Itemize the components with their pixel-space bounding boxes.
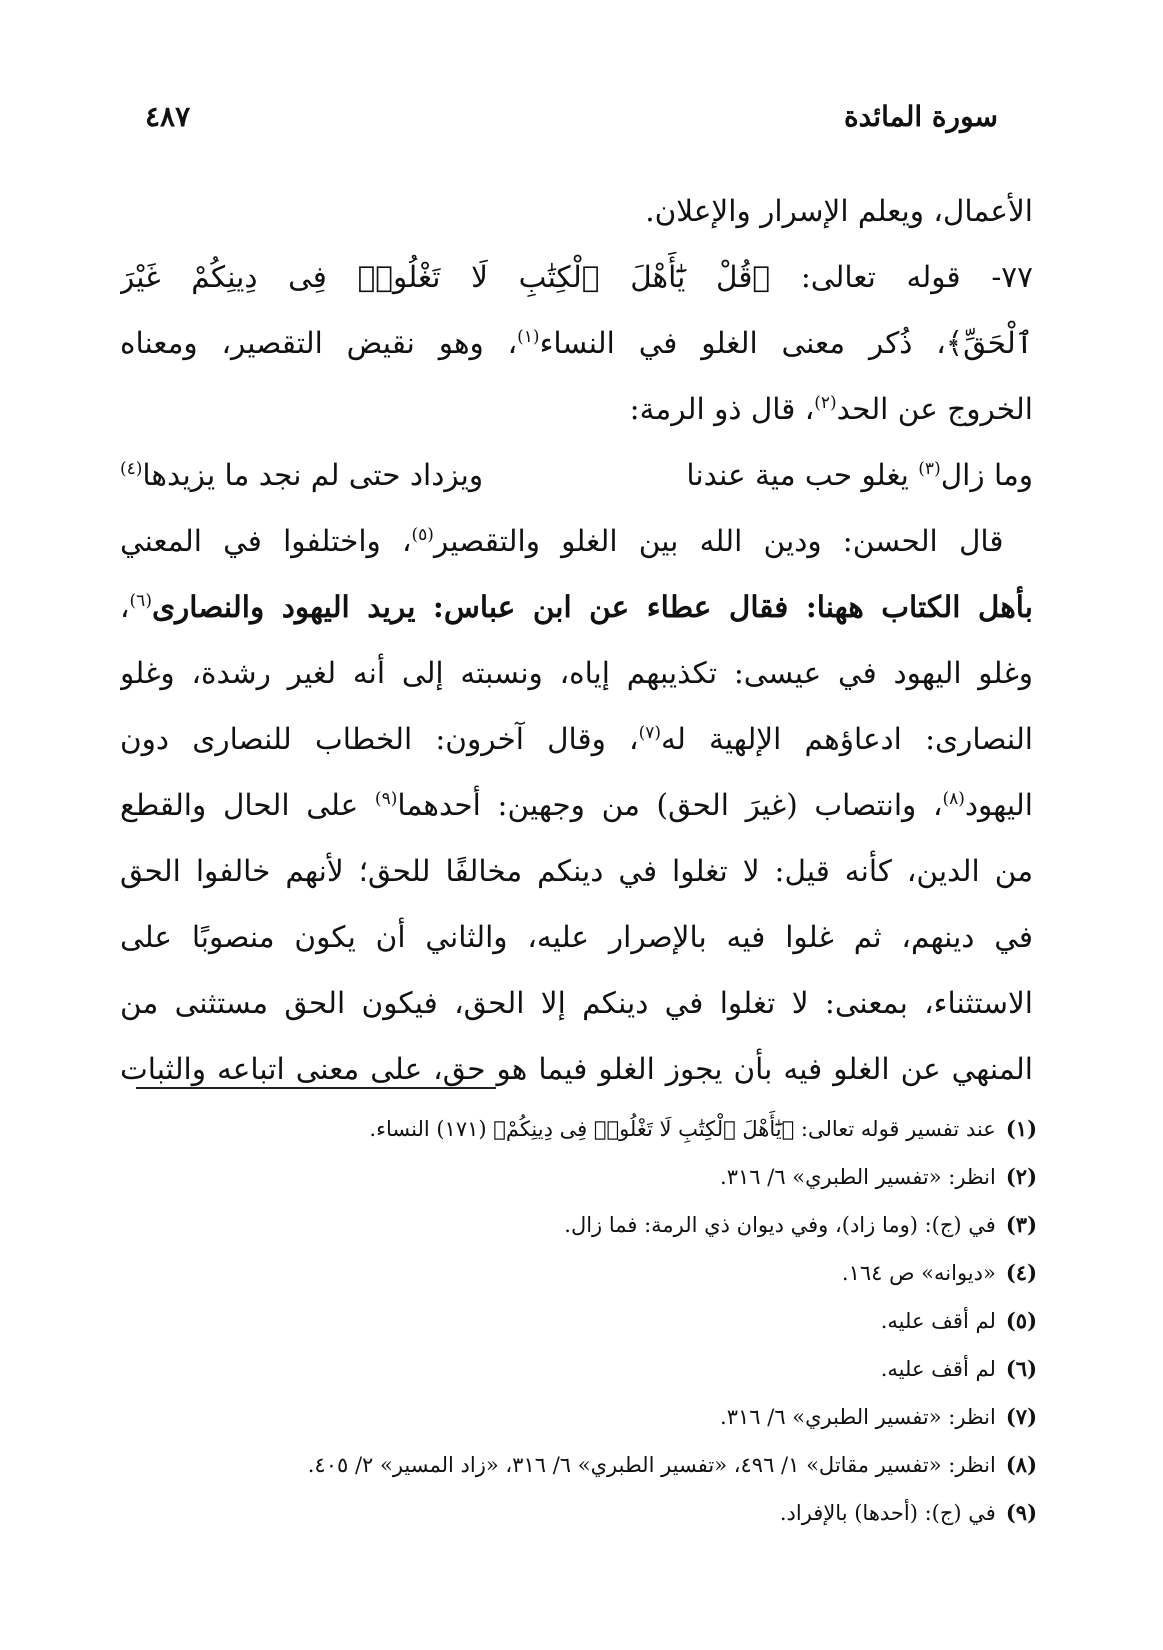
text-line: الاستثناء، بمعنى: لا تغلوا في دينكم إلا الحق، فيكون الحق مستثنى من — [120, 986, 1033, 1020]
text-line: قال الحسن: ودين الله بين الغلو والتقصير$^{(٥)}$، واختلفوا في المعني — [120, 524, 1004, 558]
footnote-ref: (٤) — [120, 459, 143, 480]
text-line: من الدين، كأنه قيل: لا تغلوا في دينكم مخالفًا للحق؛ لأنهم خالفوا الحق — [120, 854, 1033, 888]
text-line: النصارى: ادعاؤهم الإلهية له$^{(٧)}$، وقال آخرون: الخطاب للنصارى دون — [120, 722, 1033, 756]
poetry-verse — [120, 442, 1033, 508]
text-line: ٧٧- قوله تعالى: ﴿قُلْ يَٰٓأَهْلَ ٱلْكِتَٰبِ لَا تَغْلُوا۟ فِى دِينِكُمْ غَيْرَ — [120, 260, 1033, 294]
footnote-ref: (٧) — [638, 723, 662, 744]
surah-title: سورة المائدة — [843, 100, 998, 133]
page-number: ٤٨٧ — [145, 100, 191, 133]
footnote-ref: (٩) — [374, 789, 398, 810]
footnote-item: (٧)انظر: «تفسير الطبري» ٦/ ٣١٦. — [720, 1404, 1037, 1429]
text-line: بأهل الكتاب ههنا: فقال عطاء عن ابن عباس: يريد اليهود والنصارى$^{(٦)}$، — [120, 589, 1033, 624]
footnote-item: (٥)لم أقف عليه. — [880, 1308, 1037, 1333]
text-line: اليهود$^{(٨)}$، وانتصاب (غيرَ الحق) من وجهين: أحدهما$^{(٩)}$ على الحال والقطع — [120, 788, 1033, 822]
text-line: ٱلْحَقِّ﴾، ذُكر معنى الغلو في النساء$^{(١)}$، وهو نقيض التقصير، ومعناه — [120, 326, 1033, 360]
footnote-divider — [136, 1087, 496, 1089]
footnote-item: (٩)في (ج): (أحدها) بالإفراد. — [779, 1500, 1037, 1525]
footnote-item: (٣)في (ج): (وما زاد)، وفي ديوان ذي الرمة: فما زال. — [564, 1212, 1037, 1237]
footnote-ref: (٢) — [814, 393, 837, 414]
page-header — [145, 100, 998, 150]
footnote-ref: (١) — [517, 327, 540, 348]
text-line: الأعمال، ويعلم الإسرار والإعلان. — [645, 194, 1033, 228]
text-line: في دينهم، ثم غلوا فيه بالإصرار عليه، والثاني أن يكون منصوبًا على — [120, 920, 1033, 954]
footnote-ref: (٨) — [942, 789, 965, 810]
text-line: وغلو اليهود في عيسى: تكذيبهم إياه، ونسبته إلى أنه لغير رشدة، وغلو — [120, 656, 1033, 690]
text-line: الخروج عن الحد$^{(٢)}$، قال ذو الرمة: — [629, 392, 1033, 426]
footnote-item: (٤)«ديوانه» ص ١٦٤. — [841, 1260, 1037, 1285]
footnote-ref: (٥) — [411, 525, 434, 546]
main-text — [120, 178, 1033, 1102]
footnotes — [120, 1105, 1043, 1537]
footnote-item: (٢)انظر: «تفسير الطبري» ٦/ ٣١٦. — [720, 1164, 1037, 1189]
footnote-item: (٨)انظر: «تفسير مقاتل» ١/ ٤٩٦، «تفسير الطبري» ٦/ ٣١٦، «زاد المسير» ٢/ ٤٠٥. — [307, 1452, 1037, 1477]
verse-hemistich-second: ويزداد حتى لم نجد ما يزيدها$^{(٤)}$ — [120, 458, 484, 492]
verse-hemistich-first: وما زال$^{(٣)}$ يغلو حب مية عندنا — [686, 458, 1033, 492]
footnote-item: (١)عند تفسير قوله تعالى: ﴿يَٰٓأَهْلَ ٱلْكِتَٰبِ لَا تَغْلُوا۟ فِى دِينِكُمْ﴾ (١٧١) النساء. — [369, 1116, 1037, 1141]
footnote-ref: (٣) — [918, 459, 941, 480]
text-line: المنهي عن الغلو فيه بأن يجوز الغلو فيما هو حق، على معنى اتباعه والثبات — [120, 1052, 1033, 1086]
footnote-ref: (٦) — [129, 591, 152, 612]
footnote-item: (٦)لم أقف عليه. — [880, 1356, 1037, 1381]
